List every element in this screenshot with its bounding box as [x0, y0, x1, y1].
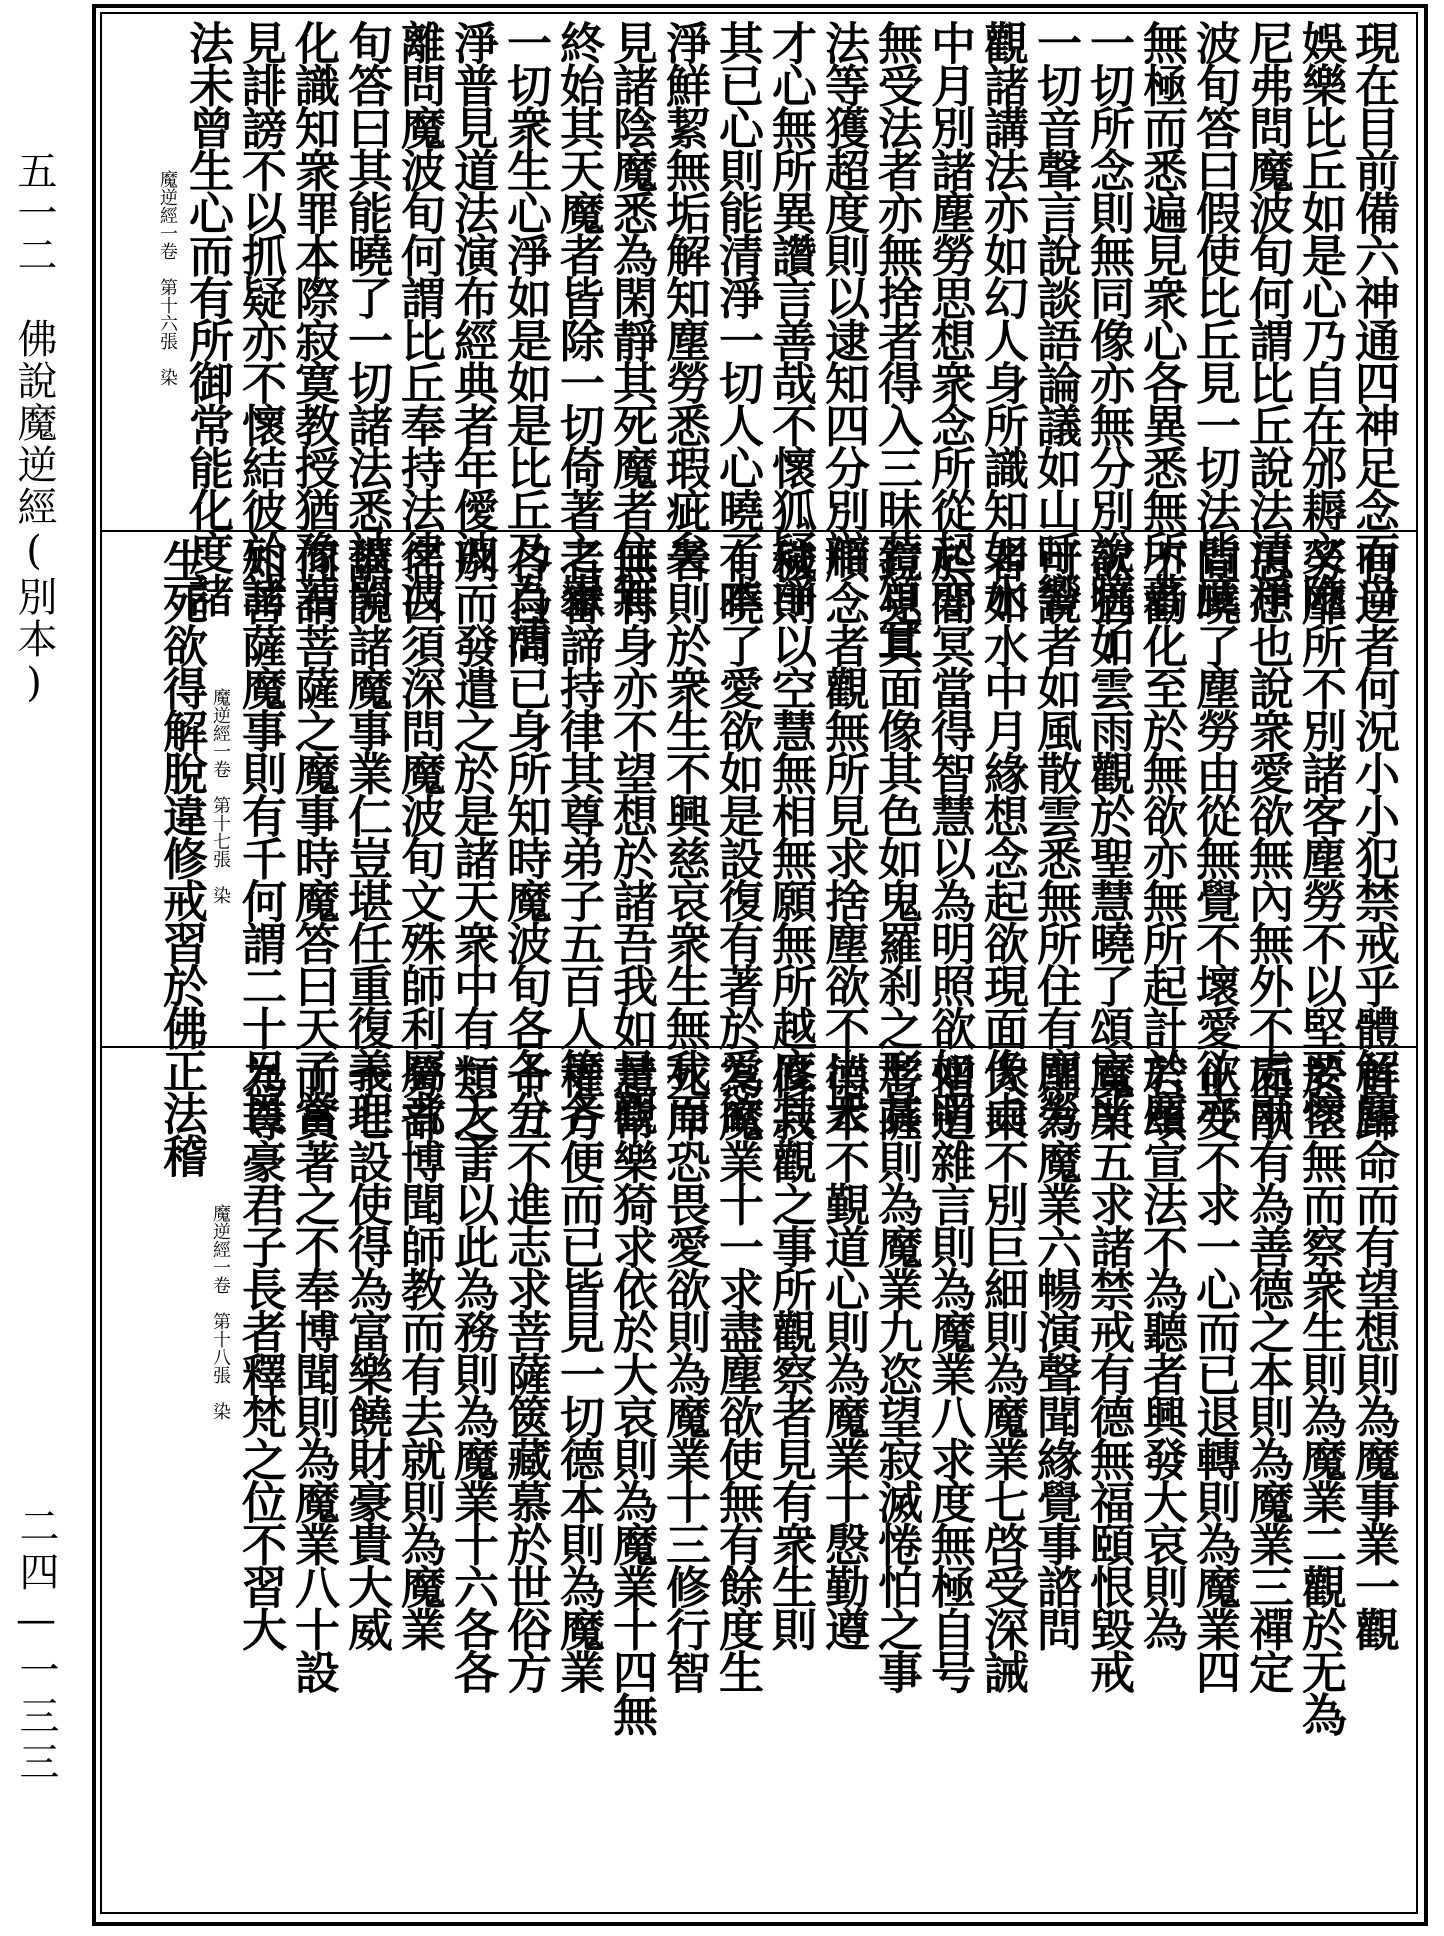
text-column: 間曉了塵勞由從無覺不壞愛欲亦: [1188, 538, 1241, 1133]
text-column: 觀諸講法亦如幻人身所識知如水: [976, 20, 1029, 615]
text-column: 大乘不別巨細則為魔業七啓受深誡: [976, 1054, 1029, 1692]
text-column: 則為魔業六暢演聲聞緣覺事諮問: [1029, 1054, 1082, 1649]
text-column: 終始其天魔者皆除一切倚著之嶽: [552, 20, 605, 615]
text-column: 十七設使得為富樂饒財豪貴大威: [340, 1054, 393, 1649]
text-panel-2: [108, 538, 1410, 1176]
text-column: 德本不覲道心則為魔業十慇勤遵: [817, 1054, 870, 1649]
text-column: 為尊豪君子長者釋梵之位不習大: [234, 1054, 287, 1649]
text-column: 別而發遣之於是諸天衆中有一天子: [446, 538, 499, 1176]
text-column: 離問魔波旬何謂比丘奉持法律波: [393, 20, 446, 615]
text-column: 不勸化至於無欲亦無所起計於塵: [1135, 538, 1188, 1133]
scroll-note: 魔逆經一卷 第十七張 染: [210, 688, 231, 904]
text-column: 分部博聞師教而有去就則為魔業: [393, 1054, 446, 1649]
text-column: 止受不求一心而已退轉則為魔業四: [1188, 1054, 1241, 1692]
text-column: 旬答曰其能曉了一切諸法悉被開: [340, 20, 393, 615]
text-column: 權方便而已皆見一切德本則為魔業: [552, 1054, 605, 1692]
text-column: 淨鮮絜無垢解知塵勞悉瑕疵矣: [658, 20, 711, 573]
text-column: 思想也說衆愛欲無內無外不處兩: [1241, 538, 1294, 1133]
text-column: 法未曾生心而有所御常能化度諸: [181, 20, 234, 615]
text-column: 魔業五求諸禁戒有德無福頤恨毀戒: [1082, 1054, 1135, 1692]
text-column: 現在目前備六神通四神足念而自: [1347, 20, 1400, 615]
text-column: 講說諸魔事業仁豈堪任重復義理: [340, 538, 393, 1133]
text-column: 淨普見道法演布經典者年僾波: [446, 20, 499, 573]
text-column: 一切所念則無同像亦無分別說曉了: [1082, 20, 1135, 658]
text-column: 何謂菩薩之魔事時魔答曰天子當: [287, 538, 340, 1133]
text-column: 十五不進志求菩薩篋藏慕於世俗方: [499, 1054, 552, 1692]
text-column: 菩薩則為魔業九恣望寂滅惓怕之事: [870, 1054, 923, 1692]
text-column: 穢則以空慧無相無願無所越度其: [764, 538, 817, 1133]
scroll-note: 魔逆經一卷 第十八張 染: [210, 1204, 231, 1420]
text-column: 者如水中月緣想念起欲現面像由: [976, 538, 1029, 1133]
text-column: 者審諦持律其尊弟子五百人等各: [552, 538, 605, 1133]
text-column: 順念者觀無所見求捨塵欲不出衆: [817, 538, 870, 1133]
text-column: 化識知衆罪本際寂寞教授猶豫若: [287, 20, 340, 615]
text-column: 見諸陰魔悉為閑靜其死魔者住無: [605, 20, 658, 615]
text-column: 修寂觀之事所觀察者見有衆生則: [764, 1054, 817, 1649]
text-column: 法等獲超度則以逮知四分別辯: [817, 20, 870, 573]
text-column: 勞靡所不別諸客塵勞不以堅要懷: [1294, 538, 1347, 1133]
text-column: 於空無而察衆生則為魔業二觀於无為: [1294, 1054, 1347, 1734]
text-column: 生死欲得解脫違修戒習於佛正法稽: [155, 538, 208, 1176]
text-column: 知菩薩魔事則有千何謂二十兄畏: [234, 538, 287, 1133]
sutra-title: 五一二 佛說魔逆經(別本): [11, 150, 57, 708]
text-panel-3: [108, 1054, 1410, 1908]
text-column: 中月別諸塵勞思想衆念所從起亦: [923, 20, 976, 615]
text-column: 見誹謗不以抓疑亦不懷結彼於諸: [234, 20, 287, 615]
text-column: 若頌宣法不為聽者興發大哀則為: [1135, 1054, 1188, 1649]
text-column: 一切衆生心淨如是如是比丘乃為清: [499, 20, 552, 658]
text-column: 無受法者亦無捨者得入三昧若頌宣: [870, 20, 923, 658]
text-column: 無極而悉遍見衆心各異悉無所著: [1135, 20, 1188, 615]
page-number: 二四—一三三: [13, 1505, 59, 1787]
text-column: 無有身亦不望想於諸吾我如是觀: [605, 538, 658, 1133]
text-column: 名曰須深問魔波旬文殊師利屬者: [393, 538, 446, 1133]
text-column: 其已心則能清淨一切人心曉了本: [711, 20, 764, 615]
text-column: 娛樂比丘如是心乃自在邠耨文陁: [1294, 20, 1347, 615]
text-column: 而貪著之不奉博聞則為魔業八十設: [287, 1054, 340, 1692]
text-panel-1: [108, 20, 1410, 658]
text-column: 可說者如風散雲悉無所住有塵勞: [1029, 538, 1082, 1133]
text-column: 才心無所異讚言善哉不懷狐疑淨: [764, 20, 817, 615]
scroll-note: 魔逆經一卷 第十六張 染: [157, 170, 178, 386]
text-column: 而猒有為善德之本則為魔業三禪定: [1241, 1054, 1294, 1692]
text-column: 各自問已身所知時魔波旬各各分: [499, 538, 552, 1133]
text-column: 慧常樂猗求依於大哀則為魔業十四無: [605, 1054, 658, 1734]
text-column: 有逆者何況小小犯禁戒乎體解塵: [1347, 538, 1400, 1133]
text-column: 首歸命而有望想則為魔事業一觀: [1347, 1054, 1400, 1649]
panel-3-columns: [210, 1054, 1400, 1908]
panel-1-columns: [157, 20, 1400, 658]
text-column: 尼弗問魔波旬何謂比丘說法清淨: [1241, 20, 1294, 615]
text-column: 死岸恐畏愛欲則為魔業十三修行智: [658, 1054, 711, 1692]
text-column: 鏡見其面像其色如鬼羅刹之形其: [870, 538, 923, 1133]
panel-2-columns: [155, 538, 1400, 1176]
text-column: 憎道雜言則為魔業八求度無極自号: [923, 1054, 976, 1692]
text-column: 欲猶如雲雨觀於聖慧曉了頌宣所: [1082, 538, 1135, 1133]
text-column: 於闇冥當得智慧以為明照欲如明: [923, 538, 976, 1133]
text-column: 波旬答曰假使比丘見一切法皆度: [1188, 20, 1241, 615]
text-column: 類之言以此為務則為魔業十六各各: [446, 1054, 499, 1692]
text-column: 有曉了愛欲如是設復有著於愛欲: [711, 538, 764, 1133]
text-column: 為魔業十一求盡塵欲使無有餘度生: [711, 1054, 764, 1692]
text-column: 一切音聲言說談語論議如山呼響: [1029, 20, 1082, 615]
text-column: 者則於衆生不興慈哀衆生無我而: [658, 538, 711, 1133]
